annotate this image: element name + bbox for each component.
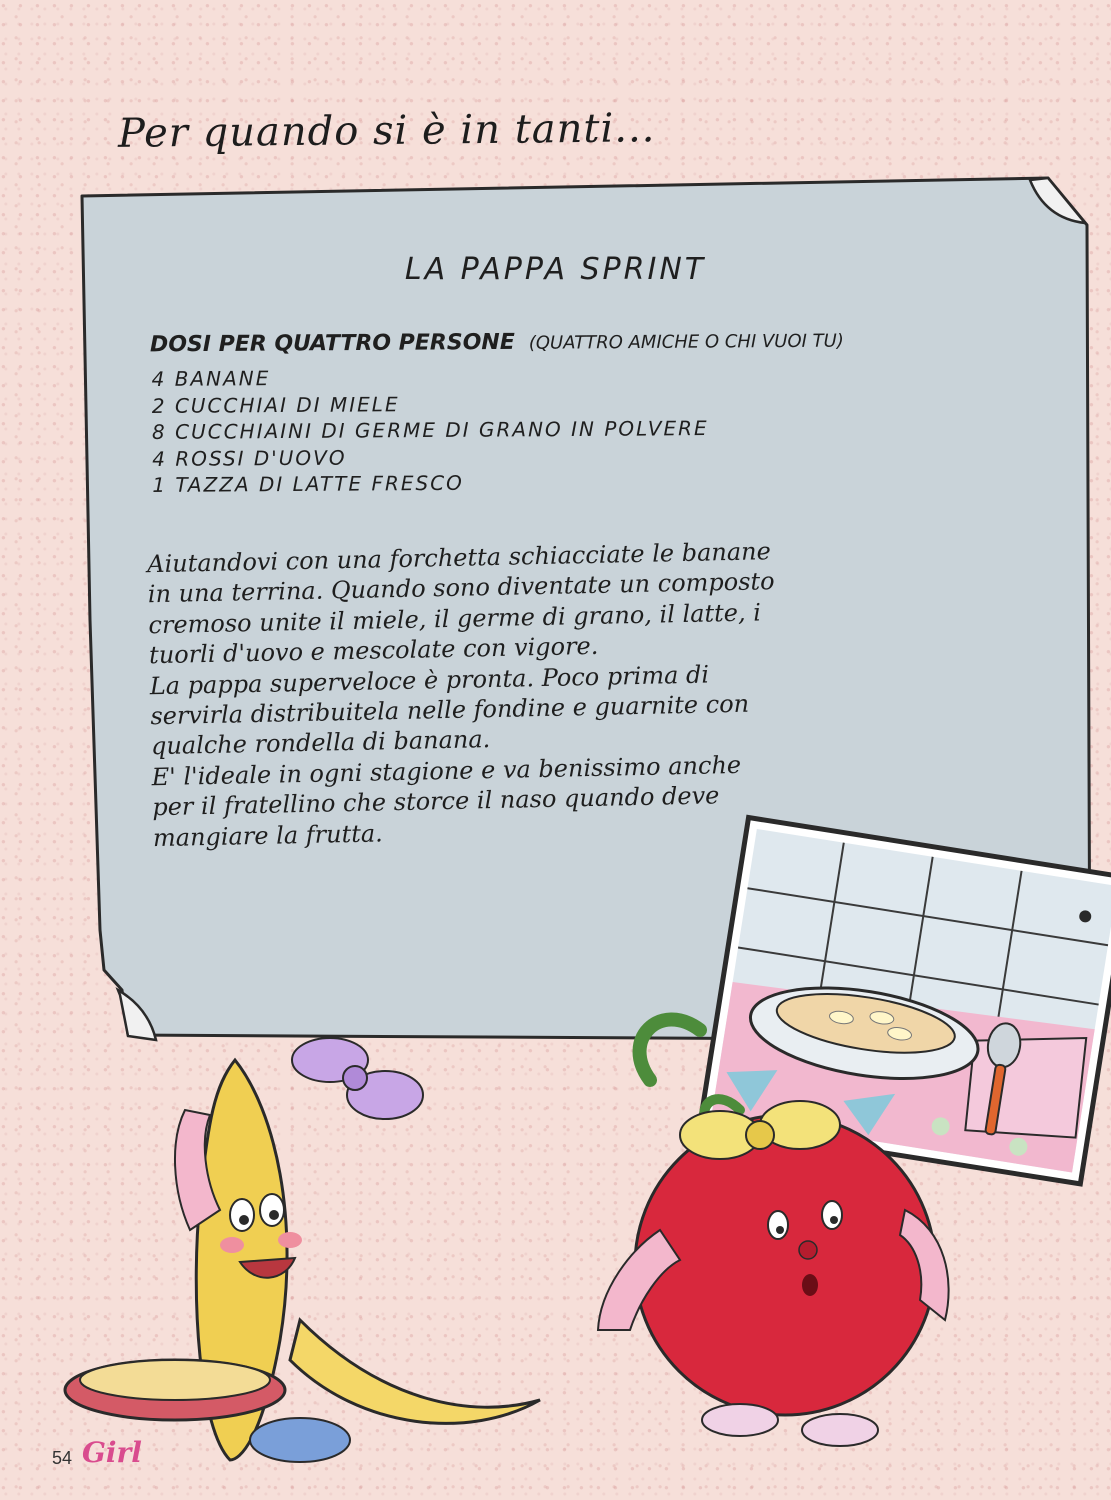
page-heading: Per quando si è in tanti... xyxy=(117,105,656,157)
ingredient-item: 4 BANANE xyxy=(151,366,271,391)
instruction-line: qualche rondella di banana. xyxy=(150,725,491,761)
ingredient-item: 1 TAZZA DI LATTE FRESCO xyxy=(152,470,464,497)
instruction-line: in una terrina. Quando sono diventate un composto xyxy=(147,567,775,609)
instruction-line: cremoso unite il miele, il germe di grano, il latte, i xyxy=(148,598,762,640)
banana-character xyxy=(65,1038,540,1462)
instruction-line: La pappa superveloce è pronta. Poco prima di xyxy=(149,660,710,700)
magazine-logo: Girl xyxy=(82,1436,142,1469)
recipe-title: LA PAPPA SPRINT xyxy=(404,252,707,287)
page-number: 54 xyxy=(52,1448,73,1468)
ingredient-item: 4 ROSSI D'UOVO xyxy=(152,445,347,471)
instruction-line: tuorli d'uovo e mescolate con vigore. xyxy=(148,632,599,670)
ingredient-item: 8 CUCCHIAINI DI GERME DI GRANO IN POLVERE xyxy=(151,416,709,444)
instruction-line: Aiutandovi con una forchetta schiacciate le banane xyxy=(146,537,772,579)
instruction-line: mangiare la frutta. xyxy=(152,819,384,852)
instruction-line: per il fratellino che storce il naso quando deve xyxy=(152,781,720,822)
instruction-line: E' l'ideale in ogni stagione e va benissimo anche xyxy=(151,750,742,792)
doses-note: (QUATTRO AMICHE O CHI VUOI TU) xyxy=(528,330,844,354)
instruction-line: servirla distribuitela nelle fondine e guarnite con xyxy=(150,689,750,731)
ingredient-item: 2 CUCCHIAI DI MIELE xyxy=(151,391,400,418)
doses-label: DOSI PER QUATTRO PERSONE xyxy=(149,329,515,358)
